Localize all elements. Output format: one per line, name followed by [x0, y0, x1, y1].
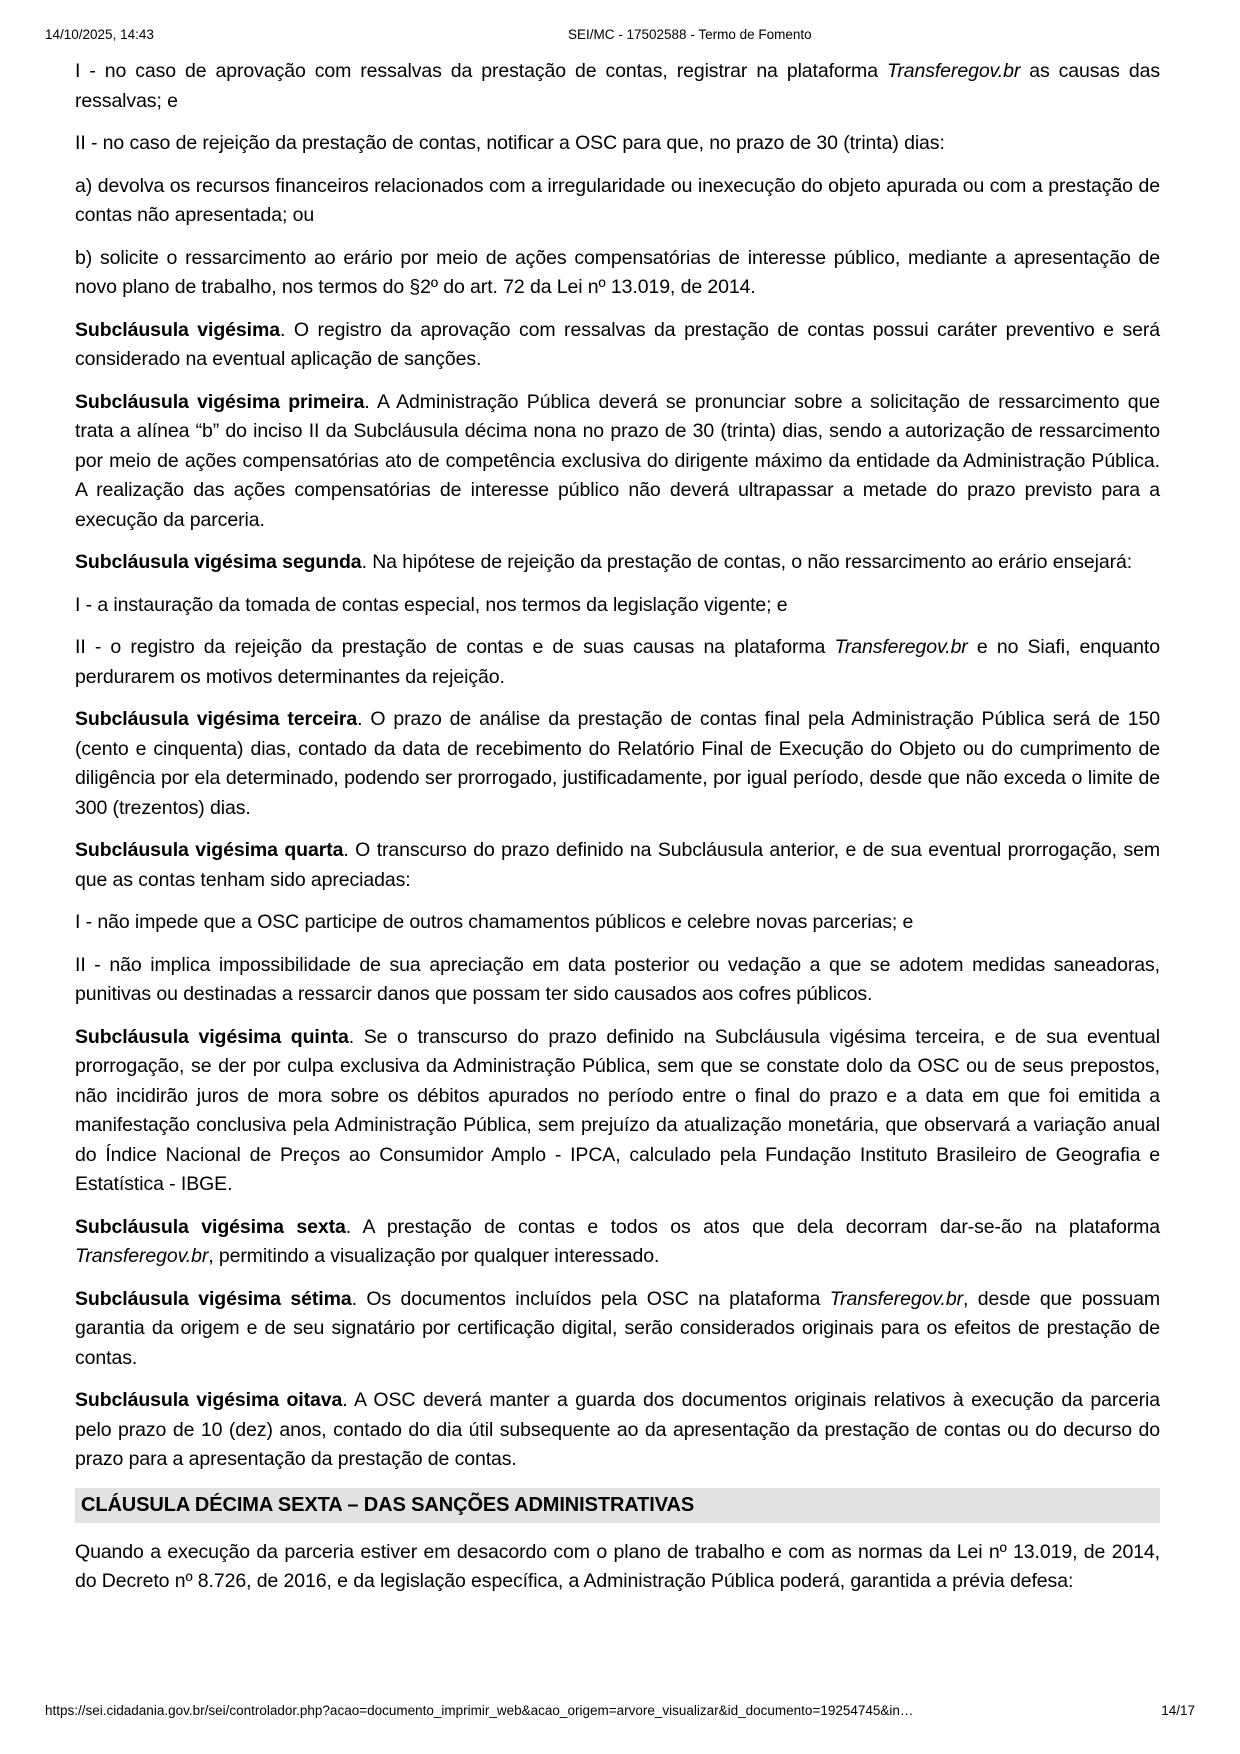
document-title: SEI/MC - 17502588 - Termo de Fomento: [568, 27, 812, 42]
text-run: I - não impede que a OSC participe de outros chamamentos públicos e celebre novas parcerias; e: [75, 911, 914, 933]
page-number: 14/17: [1161, 1703, 1195, 1718]
paragraph: [75, 836, 1160, 895]
text-run: Subcláusula vigésima: [75, 318, 280, 341]
text-run: . O transcurso do prazo definido na Subcláusula anterior, e de sua eventual prorrogação, sem que as contas tenham sido apreciadas:: [75, 839, 1160, 891]
text-run: Subcláusula vigésima quarta: [75, 839, 344, 861]
text-run: . O registro da aprovação com ressalvas da prestação de contas possui caráter preventivo e será considerado na eventual aplicação de sanções.: [75, 318, 1160, 370]
text-run: . A prestação de contas e todos os atos que dela decorram dar-se-ão na plataforma: [345, 1215, 1160, 1238]
text-run: . Os documentos incluídos pela OSC na plataforma: [351, 1287, 830, 1310]
text-run: , permitindo a visualização por qualquer interessado.: [208, 1245, 660, 1267]
document-body: [75, 57, 1160, 1610]
text-run: II - o registro da rejeição da prestação de contas e de suas causas na plataforma: [75, 636, 835, 658]
text-run: Subcláusula vigésima oitava: [75, 1389, 343, 1411]
print-datetime: 14/10/2025, 14:43: [45, 27, 154, 42]
text-run: as causas das ressalvas; e: [75, 60, 1160, 112]
paragraph: [75, 1538, 1160, 1597]
paragraph: [75, 57, 1160, 116]
text-run: , desde que possuam garantia da origem e de seu signatário por certificação digital, serão considerados originais para os efeitos de prestação de contas.: [75, 1287, 1160, 1369]
text-run: . Se o transcurso do prazo definido na Subcláusula vigésima terceira, e de sua eventual prorrogação, se der por culpa exclusiva da Administração Pública, sem que se constate dolo da OSC ou de seus prepostos, não incidirão juros de mora sobre os débitos apurados no período entre o final do prazo e a data em que foi emitida a manifestação conclusiva pela Administração Pública, sem prejuízo da atualização monetária, que observará a variação anual do Índice Nacional de Preços ao Consumidor Amplo - IPCA, calculado pela Fundação Instituto Brasileiro de Geografia e Estatística - IBGE.: [75, 1025, 1160, 1195]
text-run: Subcláusula vigésima sétima: [75, 1287, 352, 1310]
text-run: Subcláusula vigésima segunda: [75, 551, 362, 573]
paragraph: [75, 951, 1160, 1010]
paragraph: [75, 172, 1160, 231]
text-run: I - no caso de aprovação com ressalvas da prestação de contas, registrar na plataforma: [75, 60, 887, 82]
paragraph: [75, 1023, 1160, 1200]
text-run: e no Siafi, enquanto perdurarem os motivos determinantes da rejeição.: [75, 636, 1160, 688]
text-run: Transferegov.br: [829, 1287, 963, 1310]
print-footer: [45, 1703, 1195, 1718]
text-run: a) devolva os recursos financeiros relacionados com a irregularidade ou inexecução do objeto apurada ou com a prestação de contas não apresentada; ou: [75, 174, 1160, 226]
paragraph: [75, 548, 1160, 578]
text-run: Transferegov.br: [886, 60, 1021, 82]
paragraph: [75, 388, 1160, 536]
paragraph: [75, 316, 1160, 375]
text-run: II - não implica impossibilidade de sua apreciação em data posterior ou vedação a que se adotem medidas saneadoras, punitivas ou destinadas a ressarcir danos que possam ter sido causados aos cofres públicos.: [75, 953, 1160, 1005]
text-run: Transferegov.br: [834, 636, 968, 658]
text-run: Subcláusula vigésima terceira: [75, 708, 358, 730]
paragraph: [75, 1213, 1160, 1272]
paragraph: [75, 244, 1160, 303]
paragraph: [75, 633, 1160, 692]
paragraph: [75, 705, 1160, 823]
text-run: II - no caso de rejeição da prestação de contas, notificar a OSC para que, no prazo de 30 (trinta) dias:: [75, 132, 945, 154]
clause-heading: [75, 1488, 1160, 1523]
text-run: . A Administração Pública deverá se pronunciar sobre a solicitação de ressarcimento que trata a alínea “b” do inciso II da Subcláusula décima nona no prazo de 30 (trinta) dias, sendo a autorização de ressarcimento por meio de ações compensatórias ato de competência exclusiva do dirigente máximo da entidade da Administração Pública. A realização das ações compensatórias de interesse público não deverá ultrapassar a metade do prazo previsto para a execução da parceria.: [75, 390, 1160, 531]
text-run: I - a instauração da tomada de contas especial, nos termos da legislação vigente; e: [75, 593, 788, 616]
paragraph: [75, 129, 1160, 159]
paragraph: [75, 1285, 1160, 1374]
paragraph: [75, 591, 1160, 621]
text-run: Subcláusula vigésima quinta: [75, 1025, 349, 1048]
source-url: https://sei.cidadania.gov.br/sei/controlador.php?acao=documento_imprimir_web&acao_origem=arvore_visualizar&id_documento=19254745&in…: [45, 1703, 914, 1718]
text-run: Quando a execução da parceria estiver em desacordo com o plano de trabalho e com as normas da Lei nº 13.019, de 2014, do Decreto nº 8.726, de 2016, e da legislação específica, a Administração Pública poderá, garantida a prévia defesa:: [75, 1540, 1160, 1592]
paragraph: [75, 1386, 1160, 1475]
text-run: . A OSC deverá manter a guarda dos documentos originais relativos à execução da parceria pelo prazo de 10 (dez) anos, contado do dia útil subsequente ao da apresentação da prestação de contas ou do decurso do prazo para a apresentação da prestação de contas.: [75, 1389, 1160, 1470]
text-run: Transferegov.br: [75, 1245, 209, 1267]
paragraph: [75, 908, 1160, 938]
text-run: Subcláusula vigésima primeira: [75, 390, 365, 413]
text-run: b) solicite o ressarcimento ao erário por meio de ações compensatórias de interesse público, mediante a apresentação de novo plano de trabalho, nos termos do §2º do art. 72 da Lei nº 13.019, de 2014.: [75, 246, 1160, 298]
text-run: . Na hipótese de rejeição da prestação de contas, o não ressarcimento ao erário ensejará:: [361, 551, 1133, 573]
text-run: CLÁUSULA DÉCIMA SEXTA – DAS SANÇÕES ADMINISTRATIVAS: [81, 1493, 695, 1516]
text-run: . O prazo de análise da prestação de contas final pela Administração Pública será de 150 (cento e cinquenta) dias, contado da data de recebimento do Relatório Final de Execução do Objeto ou do cumprimento de diligência por ela determinado, podendo ser prorrogado, justificadamente, por igual período, desde que não exceda o limite de 300 (trezentos) dias.: [75, 708, 1160, 819]
text-run: Subcláusula vigésima sexta: [75, 1215, 346, 1238]
